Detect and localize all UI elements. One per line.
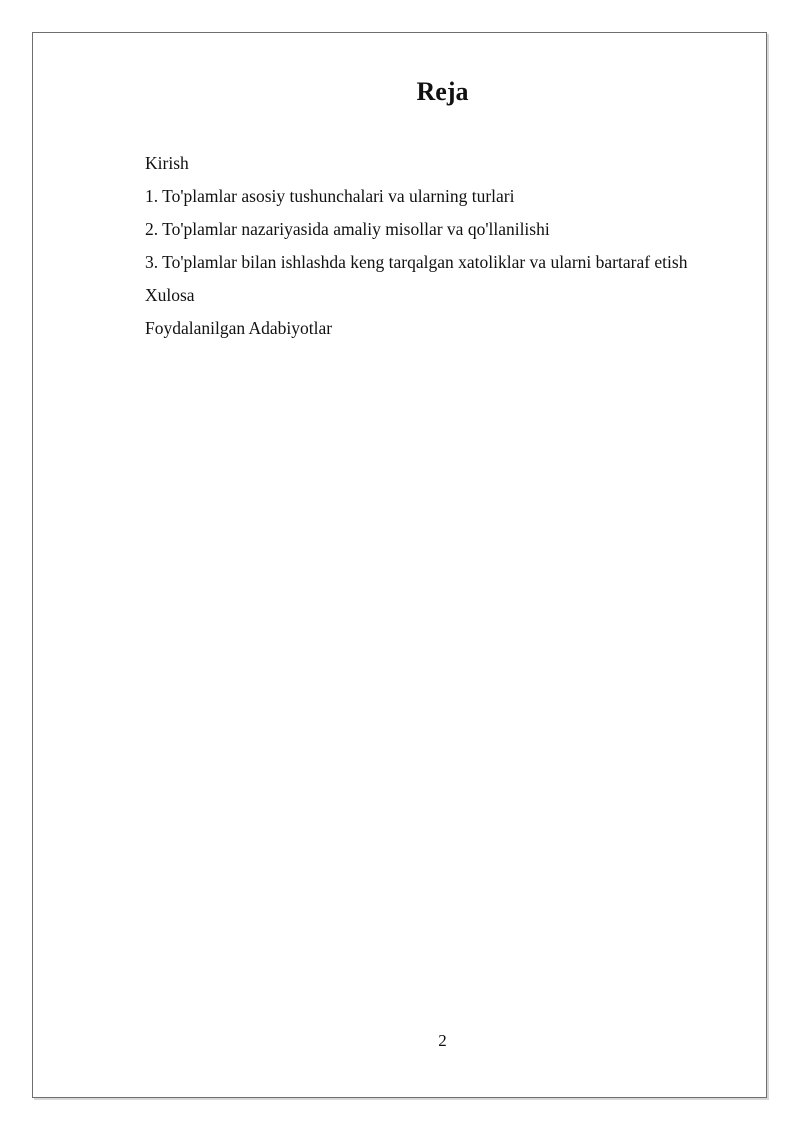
- page-title: Reja: [416, 77, 469, 106]
- toc-item-introduction: Kirish: [145, 153, 189, 173]
- toc-item-conclusion: Xulosa: [145, 285, 195, 305]
- table-of-contents: [145, 147, 687, 345]
- toc-item-chapter-2: 2. To'plamlar nazariyasida amaliy misollar va qo'llanilishi: [145, 219, 550, 239]
- toc-item-chapter-3: 3. To'plamlar bilan ishlashda keng tarqalgan xatoliklar va ularni bartaraf etish: [145, 252, 688, 272]
- toc-item-references: Foydalanilgan Adabiyotlar: [145, 318, 333, 338]
- toc-item-chapter-1: 1. To'plamlar asosiy tushunchalari va ularning turlari: [145, 186, 515, 206]
- document-page: [32, 32, 767, 1098]
- page-number: 2: [438, 1031, 447, 1050]
